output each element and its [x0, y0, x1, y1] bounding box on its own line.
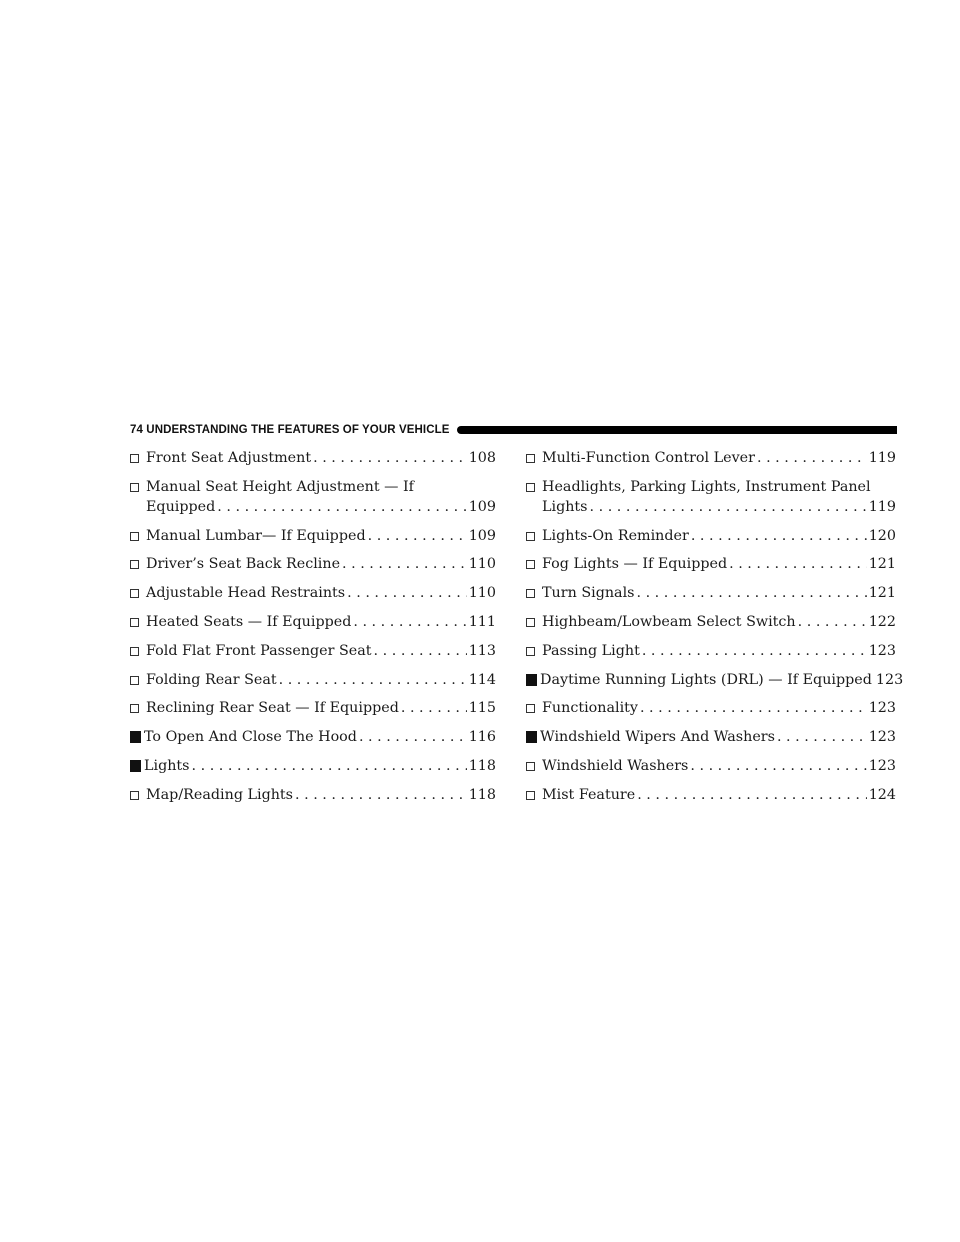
dot-leader: [642, 641, 867, 661]
toc-column-right: [526, 448, 904, 814]
toc-entry-title: Functionality: [542, 700, 638, 717]
dot-leader: [359, 727, 467, 747]
dot-leader: [295, 785, 467, 805]
toc-subsection-entry[interactable]: [130, 670, 496, 690]
hollow-square-bullet-icon: [526, 483, 535, 492]
toc-subsection-entry[interactable]: [130, 698, 496, 718]
toc-entry-title: Lights: [542, 498, 588, 515]
toc-page-number: 108: [468, 450, 496, 466]
toc-subsection-entry[interactable]: [526, 612, 896, 632]
toc-subsection-entry[interactable]: [130, 526, 496, 546]
hollow-square-bullet-icon: [526, 589, 535, 598]
toc-entry-title: Lights: [144, 757, 190, 774]
toc-subsection-entry[interactable]: [526, 583, 896, 603]
filled-square-bullet-icon: [526, 674, 537, 686]
toc-entry-title: Daytime Running Lights (DRL) — If Equipped: [540, 671, 872, 688]
toc-subsection-entry[interactable]: [526, 698, 896, 718]
hollow-square-bullet-icon: [526, 560, 535, 569]
toc-page-number: 122: [868, 613, 896, 630]
dot-leader: [374, 641, 467, 661]
toc-subsection-entry[interactable]: [526, 785, 896, 805]
toc-page-number: 123: [868, 757, 896, 774]
hollow-square-bullet-icon: [526, 618, 535, 627]
dot-leader: [313, 448, 467, 468]
toc-entry-title: Mist Feature: [542, 786, 636, 803]
toc-subsection-entry[interactable]: [130, 477, 496, 517]
dot-leader: [798, 612, 867, 632]
toc-page-number: 119: [868, 450, 896, 466]
toc-entry-title: Headlights, Parking Lights, Instrument Panel: [542, 478, 871, 495]
toc-entry-title: Manual Lumbar— If Equipped: [146, 527, 366, 544]
dot-leader: [757, 448, 867, 468]
dot-leader: [637, 583, 867, 603]
toc-subsection-entry[interactable]: [526, 526, 896, 546]
toc-page-number: 124: [868, 786, 896, 803]
dot-leader: [347, 583, 467, 603]
toc-subsection-entry[interactable]: [130, 448, 496, 468]
filled-square-bullet-icon: [130, 731, 141, 743]
dot-leader: [353, 612, 466, 632]
toc-entry-title: Map/Reading Lights: [146, 786, 294, 803]
toc-entry-title: Fold Flat Front Passenger Seat: [146, 642, 372, 659]
toc-entry-title: Multi-Function Control Lever: [542, 450, 755, 466]
toc-entry-title: Heated Seats — If Equipped: [146, 613, 352, 630]
toc-entry-title: Adjustable Head Restraints: [146, 585, 346, 602]
toc-page-number: 118: [468, 786, 496, 803]
toc-entry-title: Lights-On Reminder: [542, 527, 689, 544]
toc-entry-title: To Open And Close The Hood: [144, 729, 357, 746]
toc-page-number: 120: [868, 527, 896, 544]
toc-subsection-entry[interactable]: [130, 612, 496, 632]
toc-subsection-entry[interactable]: [526, 448, 896, 468]
dot-leader: [368, 526, 467, 546]
toc-page-number: 113: [468, 642, 496, 659]
toc-entry-title: Manual Seat Height Adjustment — If: [146, 478, 414, 495]
toc-page-number: 121: [868, 556, 896, 573]
toc-entry-title: Front Seat Adjustment: [146, 450, 312, 466]
toc-page-number: 121: [868, 585, 896, 602]
hollow-square-bullet-icon: [130, 618, 139, 627]
toc-entry-title: Passing Light: [542, 642, 640, 659]
toc-section-entry[interactable]: [526, 670, 904, 690]
filled-square-bullet-icon: [526, 731, 537, 743]
toc-section-entry[interactable]: [526, 727, 896, 747]
toc-page-number: 123: [868, 642, 896, 659]
toc-entry-title: Folding Rear Seat: [146, 671, 277, 688]
dot-leader: [637, 785, 866, 805]
hollow-square-bullet-icon: [526, 532, 535, 541]
header-rule: [457, 426, 897, 434]
toc-entry-title: Highbeam/Lowbeam Select Switch: [542, 613, 796, 630]
toc-subsection-entry[interactable]: [130, 554, 496, 574]
dot-leader: [342, 554, 467, 574]
dot-leader: [192, 756, 467, 776]
toc-page-number: 115: [468, 700, 496, 717]
dot-leader: [590, 497, 867, 517]
toc-subsection-entry[interactable]: [526, 641, 896, 661]
toc-page-number: 123: [875, 671, 904, 688]
hollow-square-bullet-icon: [130, 454, 139, 463]
hollow-square-bullet-icon: [130, 532, 139, 541]
toc-page-number: 123: [868, 729, 896, 746]
toc-page-number: 119: [868, 498, 896, 515]
dot-leader: [401, 698, 467, 718]
toc-page-number: 110: [468, 556, 496, 573]
toc-subsection-entry[interactable]: [130, 785, 496, 805]
hollow-square-bullet-icon: [130, 791, 139, 800]
dot-leader: [217, 497, 466, 517]
toc-entry-title: Turn Signals: [542, 585, 635, 602]
toc-subsection-entry[interactable]: [526, 756, 896, 776]
hollow-square-bullet-icon: [526, 791, 535, 800]
toc-entry-title: Driver’s Seat Back Recline: [146, 556, 341, 573]
dot-leader: [777, 727, 867, 747]
toc-entry-title: Windshield Wipers And Washers: [540, 729, 775, 746]
toc-entry-title: Equipped: [146, 498, 216, 515]
toc-subsection-entry[interactable]: [130, 641, 496, 661]
page-header-title: 74 UNDERSTANDING THE FEATURES OF YOUR VEHICLE: [130, 424, 450, 436]
toc-section-entry[interactable]: [130, 727, 496, 747]
toc-entry-title: Fog Lights — If Equipped: [542, 556, 728, 573]
hollow-square-bullet-icon: [526, 704, 535, 713]
hollow-square-bullet-icon: [130, 483, 139, 492]
hollow-square-bullet-icon: [130, 704, 139, 713]
toc-page-number: 109: [468, 498, 496, 515]
toc-subsection-entry[interactable]: [526, 477, 896, 517]
toc-entry-title: Reclining Rear Seat — If Equipped: [146, 700, 399, 717]
dot-leader: [691, 526, 867, 546]
toc-page-number: 114: [468, 671, 496, 688]
toc-page-number: 123: [868, 700, 896, 717]
toc-subsection-entry[interactable]: [130, 583, 496, 603]
filled-square-bullet-icon: [130, 760, 141, 772]
toc-page-number: 118: [468, 757, 496, 774]
hollow-square-bullet-icon: [526, 762, 535, 771]
toc-page-number: 116: [468, 729, 496, 746]
dot-leader: [640, 698, 867, 718]
hollow-square-bullet-icon: [130, 560, 139, 569]
hollow-square-bullet-icon: [130, 589, 139, 598]
hollow-square-bullet-icon: [130, 647, 139, 656]
dot-leader: [690, 756, 866, 776]
toc-column-left: [130, 448, 496, 814]
toc-subsection-entry[interactable]: [526, 554, 896, 574]
hollow-square-bullet-icon: [526, 454, 535, 463]
toc-page-number: 109: [468, 527, 496, 544]
dot-leader: [729, 554, 867, 574]
hollow-square-bullet-icon: [130, 676, 139, 685]
toc-section-entry[interactable]: [130, 756, 496, 776]
toc-page-number: 111: [468, 613, 496, 630]
page-header: [130, 424, 897, 436]
hollow-square-bullet-icon: [526, 647, 535, 656]
toc-entry-title: Windshield Washers: [542, 757, 689, 774]
dot-leader: [279, 670, 467, 690]
toc-page-number: 110: [468, 585, 496, 602]
